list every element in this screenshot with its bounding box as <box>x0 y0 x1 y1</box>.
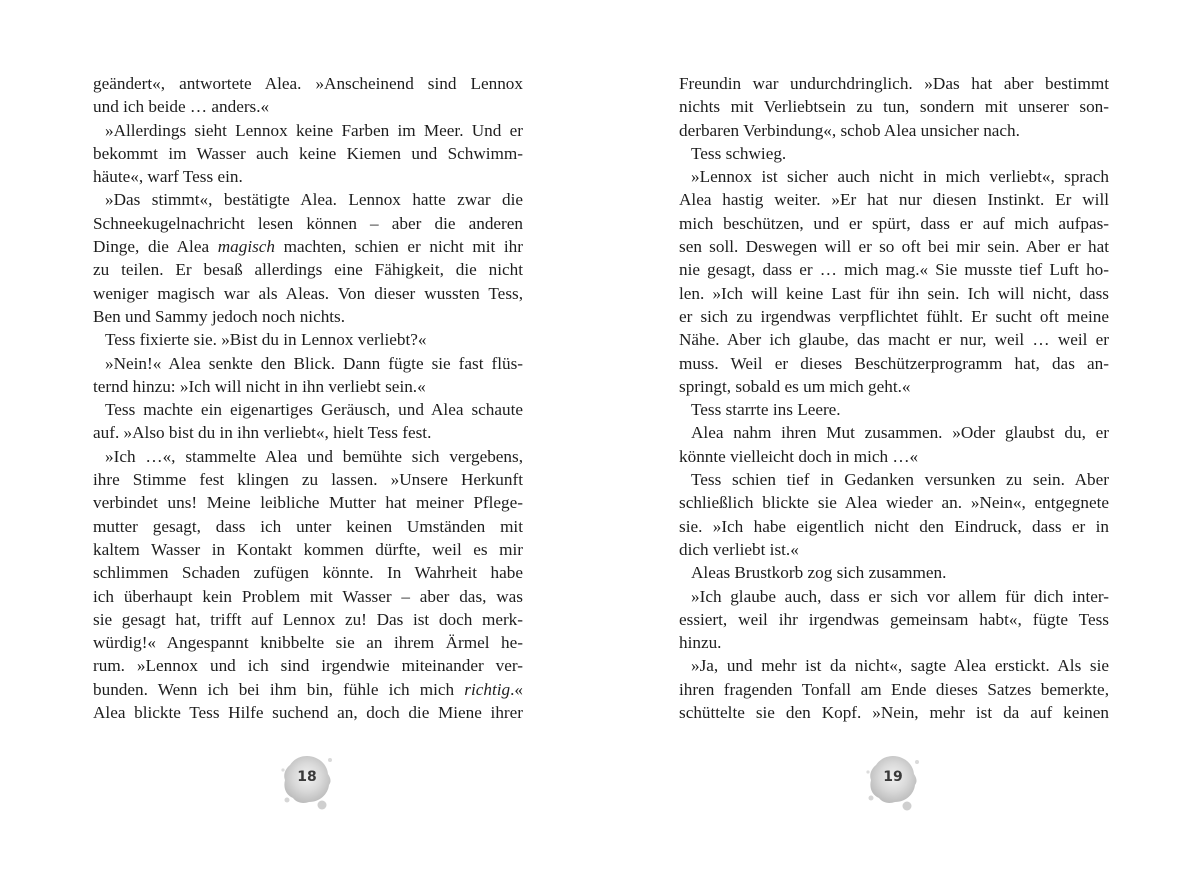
emphasis-text: magisch <box>217 237 276 257</box>
text-line: Tess schwieg. <box>691 143 787 163</box>
right-page <box>679 72 1109 724</box>
page-number-left: 18 <box>297 769 317 785</box>
text-line: Tess starrte ins Leere. <box>691 400 841 420</box>
text-line: Tess schien tief in Gedanken versunken zu sein. Aber <box>691 470 1109 490</box>
text-line: schlimmen Schaden zufügen könnte. In Wahrheit habe <box>93 563 523 583</box>
text-line: sie gesagt hat, trifft auf Lennox zu! Das ist doch merk- <box>93 609 523 629</box>
text-line: nichts mit Verliebtsein zu tun, sondern mit unserer son- <box>679 97 1109 117</box>
text-line: weniger magisch war als Aleas. Von dieser wussten Tess, <box>93 283 523 303</box>
text-line: Alea nahm ihren Mut zusammen. »Oder glaubst du, er <box>691 423 1109 443</box>
text-line: »Allerdings sieht Lennox keine Farben im Meer. Und er <box>105 120 523 140</box>
text-line: schließlich blickte sie Alea wieder an. »Nein«, entgegnete <box>679 493 1109 513</box>
page-number-badge-right <box>861 748 925 812</box>
text-line: Ben und Sammy jedoch noch nichts. <box>93 306 346 326</box>
text-line: ihre Stimme fest klingen zu lassen. »Unsere Herkunft <box>93 470 523 490</box>
text-line: dich verliebt ist.« <box>679 539 799 559</box>
page-number-badge-left <box>275 748 339 812</box>
emphasis-text: richtig <box>464 679 511 699</box>
left-page <box>93 72 523 724</box>
text-line: bunden. Wenn ich bei ihm bin, fühle ich mich richtig.« <box>93 679 523 699</box>
text-line: ternd hinzu: »Ich will nicht in ihn verliebt sein.« <box>93 376 426 396</box>
text-line: »Nein!« Alea senkte den Blick. Dann fügte sie fast flüs- <box>105 353 523 373</box>
text-line: Aleas Brustkorb zog sich zusammen. <box>691 563 947 583</box>
text-line: muss. Weil er dieses Beschützerprogramm hat, das an- <box>679 353 1109 373</box>
text-line: würdig!« Angespannt knibbelte sie an ihrem Ärmel he- <box>93 633 523 653</box>
text-line: kaltem Wasser in Kontakt kommen dürfte, weil es mir <box>93 539 523 559</box>
text-line: Tess machte ein eigenartiges Geräusch, und Alea schaute <box>105 400 523 420</box>
text-line: sie. »Ich habe eigentlich nicht den Eindruck, dass er in <box>679 516 1109 536</box>
text-line: essiert, weil ihr irgendwas gemeinsam habt«, fügte Tess <box>679 609 1109 629</box>
text-line: Tess fixierte sie. »Bist du in Lennox verliebt?« <box>105 330 427 350</box>
text-line: »Ich …«, stammelte Alea und bemühte sich vergebens, <box>105 446 523 466</box>
text-line: Schneekugelnachricht lesen können – aber die anderen <box>93 213 523 233</box>
text-line: derbaren Verbindung«, schob Alea unsicher nach. <box>679 120 1020 140</box>
text-line: sen soll. Deswegen will er so oft bei mir sein. Aber er hat <box>679 237 1109 257</box>
text-line: rum. »Lennox und ich sind irgendwie miteinander ver- <box>93 656 523 676</box>
text-line: schüttelte sie den Kopf. »Nein, mehr ist da auf keinen <box>679 703 1109 723</box>
page-number-right: 19 <box>883 769 903 785</box>
text-line: bekommt im Wasser auch keine Kiemen und Schwimm- <box>93 143 523 163</box>
text-line: springt, sobald es um mich geht.« <box>679 376 911 396</box>
text-line: ich überhaupt kein Problem mit Wasser – aber das, was <box>93 586 523 606</box>
text-line: »Lennox ist sicher auch nicht in mich verliebt«, sprach <box>691 167 1109 187</box>
text-line: »Das stimmt«, bestätigte Alea. Lennox hatte zwar die <box>105 190 523 210</box>
text-line: auf. »Also bist du in ihn verliebt«, hielt Tess fest. <box>93 423 432 443</box>
text-line: er sich zu irgendwas verpflichtet fühlt. Er sucht oft meine <box>679 306 1109 326</box>
text-line: verbindet uns! Meine leibliche Mutter hat meiner Pflege- <box>93 493 523 513</box>
text-line: und ich beide … anders.« <box>93 97 270 117</box>
text-line: Freundin war undurchdringlich. »Das hat aber bestimmt <box>679 74 1109 93</box>
text-line: häute«, warf Tess ein. <box>93 167 243 187</box>
text-line: geändert«, antwortete Alea. »Anscheinend sind Lennox <box>93 74 523 93</box>
text-line: Alea hastig weiter. »Er hat nur diesen Instinkt. Er will <box>679 190 1109 210</box>
text-line: len. »Ich will keine Last für ihn sein. Ich will nicht, dass <box>679 283 1109 303</box>
text-line: nie gesagt, dass er … mich mag.« Sie musste tief Luft ho- <box>679 260 1109 280</box>
text-line: Dinge, die Alea magisch machten, schien er nicht mit ihr <box>93 237 523 257</box>
text-line: hinzu. <box>679 633 722 653</box>
text-line: »Ja, und mehr ist da nicht«, sagte Alea erstickt. Als sie <box>691 656 1109 676</box>
text-line: »Ich glaube auch, dass er sich vor allem für dich inter- <box>691 586 1109 606</box>
text-line: Alea blickte Tess Hilfe suchend an, doch die Miene ihrer <box>93 703 523 723</box>
text-line: könnte vielleicht doch in mich …« <box>679 446 919 466</box>
text-line: ihren fragenden Tonfall am Ende dieses Satzes bemerkte, <box>679 679 1109 699</box>
text-line: Nähe. Aber ich glaube, das macht er nur, weil … weil er <box>679 330 1109 350</box>
text-line: mich beschützen, und er spürt, dass er auf mich aufpas- <box>679 213 1109 233</box>
text-line: zu teilen. Er besaß allerdings eine Fähigkeit, die nicht <box>93 260 523 280</box>
text-line: mutter gesagt, dass ich unter keinen Umständen mit <box>93 516 523 536</box>
